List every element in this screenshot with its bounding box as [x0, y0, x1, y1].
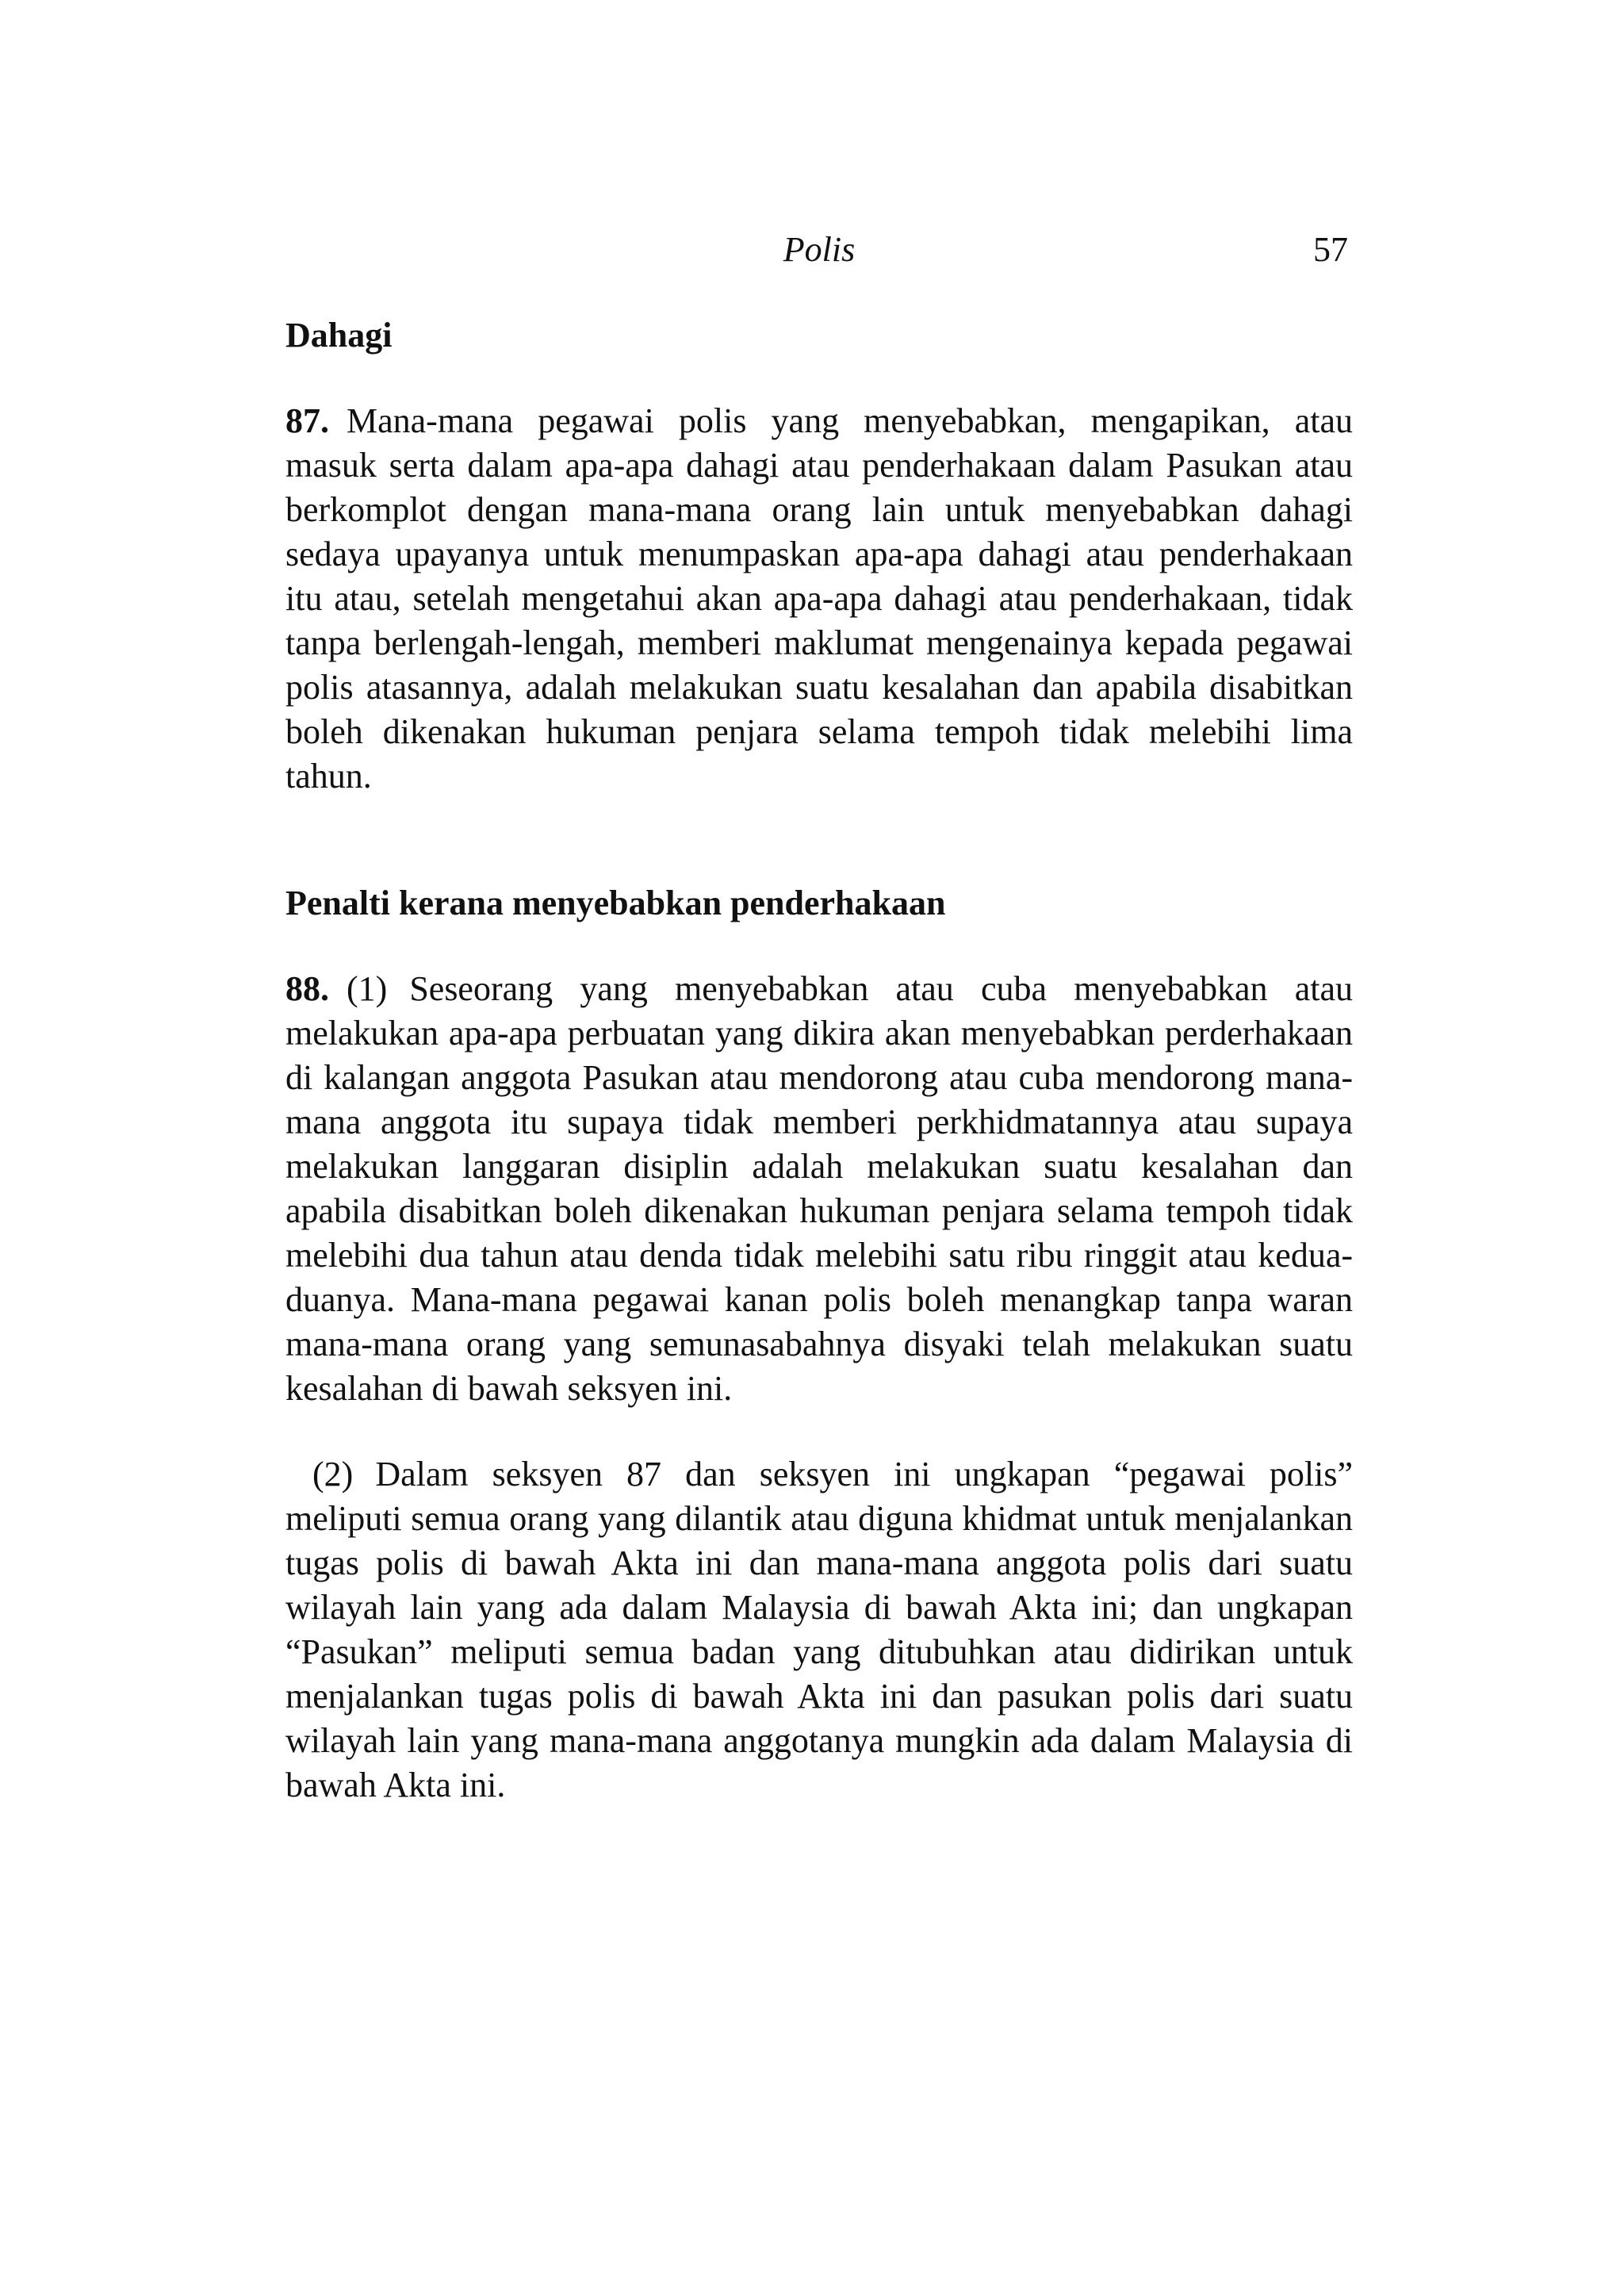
section-88-subsection-2: [285, 1452, 1353, 1808]
section-88-heading: Penalti kerana menyebabkan penderhakaan: [285, 884, 946, 922]
section-87-paragraph: [285, 399, 1353, 799]
subsection-2-text: Dalam seksyen 87 dan seksyen ini ungkapan “pegawai polis” meliputi semua orang yang dilantik atau diguna khidmat untuk menjalankan tugas polis di bawah Akta ini dan mana-mana anggota polis dari suatu wilayah lain yang ada dalam Malaysia di bawah Akta ini; dan ungkapan “Pasukan” meliputi semua badan yang ditubuhkan atau didirikan untuk menjalankan tugas polis di bawah Akta ini dan pasukan polis dari suatu wilayah lain yang mana-mana anggotanya mungkin ada dalam Malaysia di bawah Akta ini.: [285, 1455, 1353, 1804]
running-header: [285, 226, 1353, 274]
subsection-1-text: Seseorang yang menyebabkan atau cuba menyebabkan atau melakukan apa-apa perbuatan yang dikira akan menyebabkan perderhakaan di kalangan anggota Pasukan atau mendorong atau cuba mendorong mana-mana anggota itu supaya tidak memberi perkhidmatannya atau supaya melakukan langgaran disiplin adalah melakukan suatu kesalahan dan apabila disabitkan boleh dikenakan hukuman penjara selama tempoh tidak melebihi dua tahun atau denda tidak melebihi satu ribu ringgit atau kedua-duanya. Mana-mana pegawai kanan polis boleh menangkap tanpa waran mana-mana orang yang semunasabahnya disyaki telah melakukan suatu kesalahan di bawah seksyen ini.: [285, 969, 1353, 1408]
subsection-1-number: (1): [347, 969, 388, 1008]
page-number: 57: [1313, 230, 1348, 269]
section-87-heading: Dahagi: [285, 316, 393, 355]
running-title: Polis: [783, 230, 856, 269]
section-88-number: 88.: [285, 969, 329, 1008]
section-87-text: Mana-mana pegawai polis yang menyebabkan, mengapikan, atau masuk serta dalam apa-apa dahagi atau penderhakaan dalam Pasukan atau berkomplot dengan mana-mana orang lain untuk menyebabkan dahagi sedaya upayanya untuk menumpaskan apa-apa dahagi atau penderhakaan itu atau, setelah mengetahui akan apa-apa dahagi atau penderhakaan, tidak tanpa berlengah-lengah, memberi maklumat mengenainya kepada pegawai polis atasannya, adalah melakukan suatu kesalahan dan apabila disabitkan boleh dikenakan hukuman penjara selama tempoh tidak melebihi lima tahun.: [285, 401, 1353, 796]
document-page: [285, 226, 1353, 1808]
section-87-number: 87.: [285, 401, 329, 440]
subsection-2-number: (2): [312, 1455, 354, 1494]
section-88-subsection-1: [285, 967, 1353, 1411]
